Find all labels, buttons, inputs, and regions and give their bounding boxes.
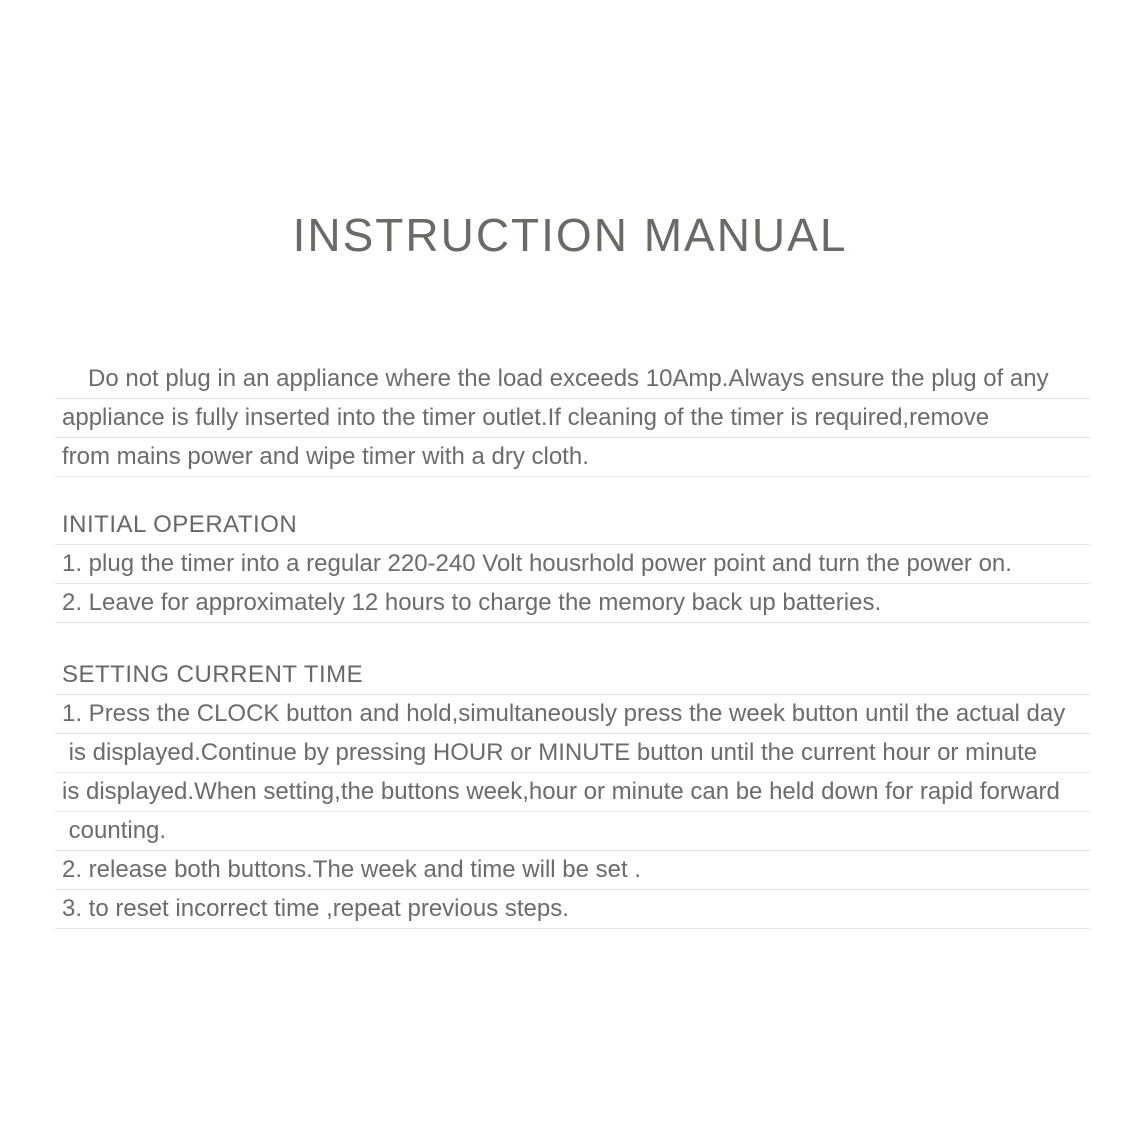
instruction-line: 2. Leave for approximately 12 hours to charge the memory back up batteries.	[55, 584, 1090, 623]
section-gap	[55, 477, 1090, 505]
instruction-line: 1. Press the CLOCK button and hold,simultaneously press the week button until the actual day	[55, 695, 1090, 734]
intro-line: from mains power and wipe timer with a dry cloth.	[55, 438, 1090, 477]
section-heading-setting-current-time: SETTING CURRENT TIME	[55, 655, 1090, 695]
instruction-line: 1. plug the timer into a regular 220-240 Volt housrhold power point and turn the power on.	[55, 545, 1090, 584]
section-heading-initial-operation: INITIAL OPERATION	[55, 505, 1090, 545]
instruction-line: is displayed.When setting,the buttons week,hour or minute can be held down for rapid forward	[55, 773, 1090, 812]
instruction-line: 3. to reset incorrect time ,repeat previous steps.	[55, 890, 1090, 929]
instruction-line: 2. release both buttons.The week and time will be set .	[55, 851, 1090, 890]
intro-line: appliance is fully inserted into the timer outlet.If cleaning of the timer is required,remove	[55, 399, 1090, 438]
manual-content	[55, 360, 1090, 929]
page-title: INSTRUCTION MANUAL	[292, 209, 848, 261]
section-gap	[55, 623, 1090, 655]
instruction-line: is displayed.Continue by pressing HOUR or MINUTE button until the current hour or minute	[55, 734, 1090, 773]
instruction-line: counting.	[55, 812, 1090, 851]
intro-line: Do not plug in an appliance where the load exceeds 10Amp.Always ensure the plug of any	[55, 360, 1090, 399]
